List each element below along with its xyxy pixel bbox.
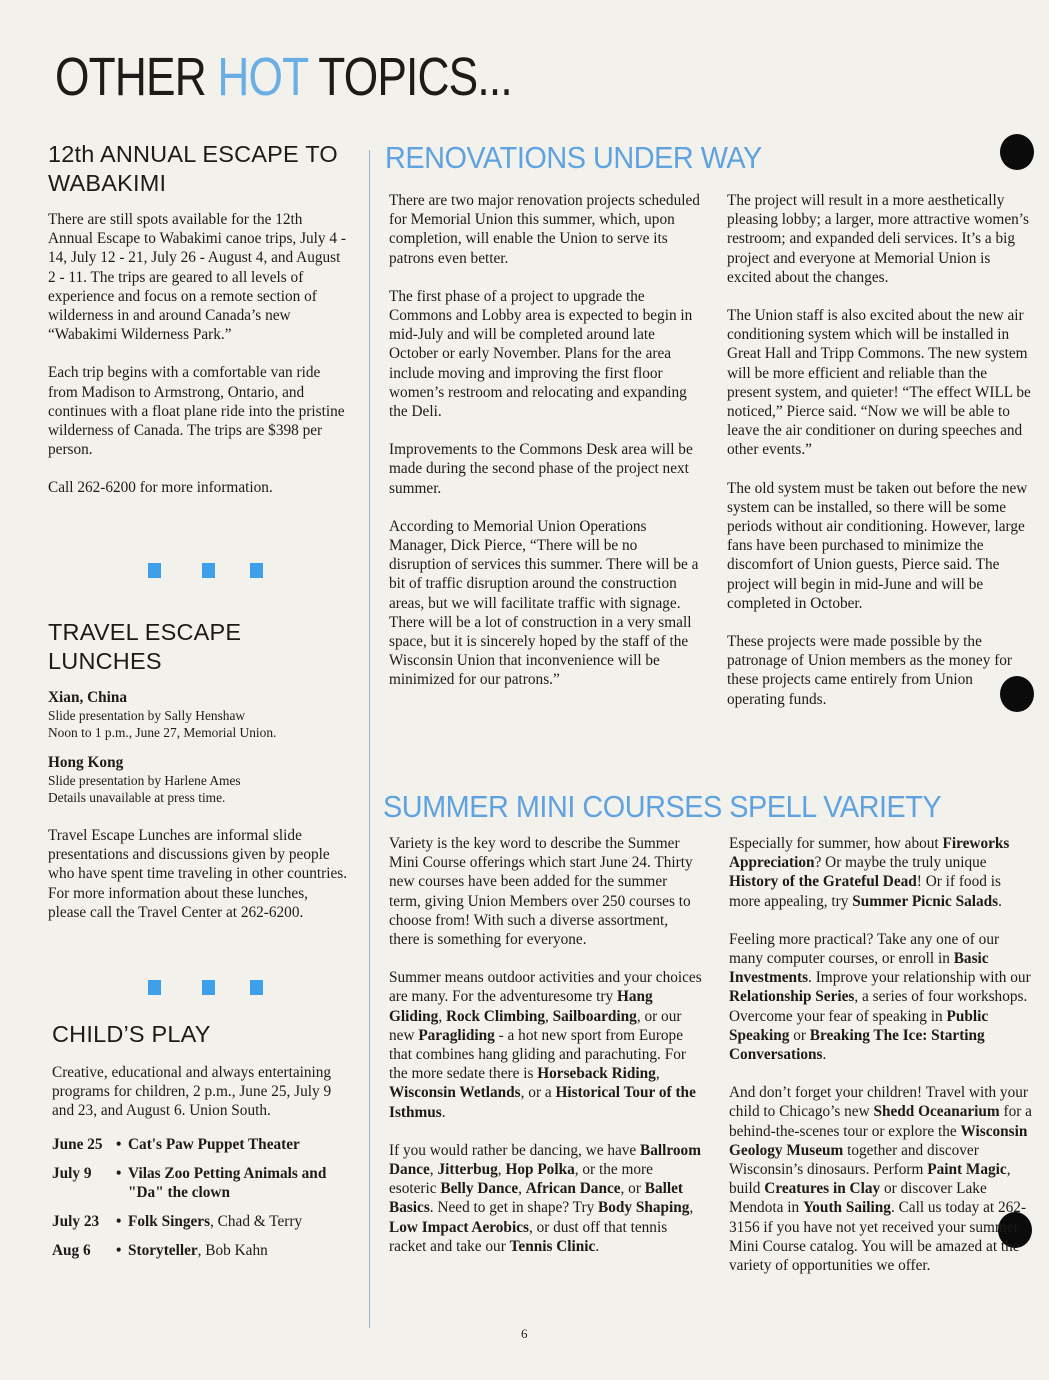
renovations-paragraph: These projects were made possible by the patronage of Union members as the money for these projects came entirely from Union operating funds. [727, 633, 1013, 708]
child-article [52, 1020, 352, 1261]
renovations-paragraph: The first phase of a project to upgrade the Commons and Lobby area is expected to begin in mid-July and will be completed around late October or early November. Plans for the area include moving and improving the first floor women’s restroom and relocating and expanding the Deli. [389, 287, 693, 421]
escape-paragraph: There are still spots available for the 12th Annual Escape to Wabakimi canoe trips, July 4 - 14, July 12 - 21, July 26 - August 4, and August 2 - 11. The trips are geared to all levels of experience and focus on a remote section of wilderness in and around Canada’s new “Wabakimi Wilderness Park.” [48, 211, 346, 344]
travel-event [48, 688, 348, 741]
renovations-paragraph: The old system must be taken out before the new system can be installed, so there will be some periods without air conditioning. However, large fans have been purchased to minimize the discomfort of Union guests, Pierce said. The project will begin in mid-June and will be completed in October. [727, 479, 1028, 612]
square-bullet-icon [202, 980, 215, 995]
square-bullet-icon [148, 980, 161, 995]
mini-paragraph: Feeling more practical? Take any one of our many computer courses, or enroll in Basic Investments. Improve your relationship with our Relationship Series, a series of four workshops. Overcome your fear of speaking in Public Speaking or Breaking The Ice: Starting Conversations. [729, 930, 1031, 1064]
schedule-date: July 23 • [52, 1213, 122, 1231]
child-heading: CHILD’S PLAY [52, 1021, 211, 1047]
event-details: Noon to 1 p.m., June 27, Memorial Union. [48, 725, 277, 740]
schedule-event: Vilas Zoo Petting Animals and "Da" the clown [128, 1164, 327, 1202]
mini-courses-column-2 [729, 834, 1033, 1294]
renovations-column-1 [389, 191, 702, 709]
schedule-event: Folk Singers, Chad & Terry [128, 1213, 303, 1231]
escape-paragraph: Each trip begins with a comfortable van ride from Madison to Armstrong, Ontario, and continues with a float plane ride into the pristine wilderness of Canada. The trips are $398 per person. [48, 364, 345, 459]
mini-courses-heading: SUMMER MINI COURSES SPELL VARIETY [383, 789, 942, 824]
escape-heading: 12th ANNUAL ESCAPE TO WABAKIMI [48, 141, 338, 196]
renovations-paragraph: The project will result in a more aesthetically pleasing lobby; a larger, more attractive women’s restroom; and expanded deli services. It’s a big project and everyone at Memorial Union is excited about the changes. [727, 192, 1029, 286]
mini-paragraph: Especially for summer, how about Fireworks Appreciation? Or maybe the truly unique History of the Grateful Dead! Or if food is more appealing, try Summer Picnic Salads. [729, 835, 1010, 910]
event-place: Hong Kong [48, 754, 124, 771]
schedule-date: Aug 6 • [52, 1242, 122, 1260]
mini-paragraph: Variety is the key word to describe the Summer Mini Course offerings which start June 24. Thirty new courses have been added for the summer term, giving Union Members over 250 courses to choose from! With such a diverse assortment, there is something for everyone. [389, 835, 693, 949]
event-presenter: Slide presentation by Sally Henshaw [48, 708, 246, 723]
renovations-paragraph: There are two major renovation projects scheduled for Memorial Union this summer, which, upon completion, will enable the Union to serve its patrons even better. [389, 192, 700, 267]
travel-event [48, 753, 348, 806]
renovations-paragraph: According to Memorial Union Operations Manager, Dick Pierce, “There will be no disruption of services this summer. There will be a bit of traffic disruption around the construction areas, but we will facilitate traffic with signage. There will be a lot of construction in a very small space, but it is sincerely hoped by the staff of the Wisconsin Union that inconvenience will be minimized for our patrons.” [389, 517, 699, 689]
child-schedule [52, 1135, 352, 1261]
event-details: Details unavailable at press time. [48, 790, 226, 805]
renovations-column-2 [727, 191, 1033, 728]
page-title: OTHER HOT TOPICS... [55, 47, 512, 107]
travel-heading: TRAVEL ESCAPE LUNCHES [48, 619, 242, 674]
mini-courses-column-1 [389, 834, 702, 1275]
child-intro: Creative, educational and always entertaining programs for children, 2 p.m., June 25, July 9 and 23, and August 6. Union South. [52, 1064, 332, 1120]
mini-paragraph: And don’t forget your children! Travel with your child to Chicago’s new Shedd Oceanarium for a behind-the-scenes tour or explore the Wisconsin Geology Museum together and discover Wisconsin’s dinosaurs. Perform Paint Magic, build Creatures in Clay or discover Lake Mendota in Youth Sailing. Call us today at 262-3156 if you have not yet received your summer Mini Course catalog. You will be amazed at the variety of opportunities we offer. [729, 1084, 1032, 1275]
punch-hole [1000, 134, 1034, 170]
escape-article [48, 140, 348, 498]
renovations-heading: RENOVATIONS UNDER WAY [385, 140, 762, 175]
travel-article [48, 618, 348, 941]
mini-paragraph: If you would rather be dancing, we have Ballroom Dance, Jitterbug, Hop Polka, or the more esoteric Belly Dance, African Dance, or Ballet Basics. Need to get in shape? Try Body Shaping, Low Impact Aerobics, or dust off that tennis racket and take our Tennis Clinic. [389, 1141, 701, 1255]
schedule-event: Cat's Paw Puppet Theater [128, 1135, 300, 1153]
escape-paragraph: Call 262-6200 for more information. [48, 479, 273, 497]
column-divider [369, 150, 370, 1328]
square-bullet-icon [202, 563, 215, 578]
schedule-event: Storyteller, Bob Kahn [128, 1242, 268, 1260]
schedule-date: July 9 • [52, 1164, 122, 1182]
left-column [48, 140, 348, 517]
schedule-date: June 25 • [52, 1135, 122, 1153]
renovations-paragraph: Improvements to the Commons Desk area will be made during the second phase of the project next summer. [389, 441, 693, 497]
square-bullet-icon [250, 980, 263, 995]
travel-paragraph: Travel Escape Lunches are informal slide presentations and discussions given by people who have spent time traveling in other countries. For more information about these lunches, please call the Travel Center at 262-6200. [48, 827, 348, 921]
square-bullet-icon [250, 563, 263, 578]
event-presenter: Slide presentation by Harlene Ames [48, 773, 241, 788]
mini-paragraph: Summer means outdoor activities and your choices are many. For the adventuresome try Hang Gliding, Rock Climbing, Sailboarding, or our new Paragliding - a hot new sport from Europe that combines hang gliding and parachuting. For the more sedate there is Horseback Riding, Wisconsin Wetlands, or a Historical Tour of the Isthmus. [389, 969, 702, 1121]
square-bullet-icon [148, 563, 161, 578]
renovations-paragraph: The Union staff is also excited about the new air conditioning system which will be installed in Great Hall and Tripp Commons. The new system will be more efficient and reliable than the present system, and quieter! “The effect WILL be noticed,” Pierce said. “Now we will be able to leave the air conditioner on during speeches and other events.” [727, 307, 1031, 459]
event-place: Xian, China [48, 689, 128, 706]
page-number: 6 [521, 1326, 528, 1341]
